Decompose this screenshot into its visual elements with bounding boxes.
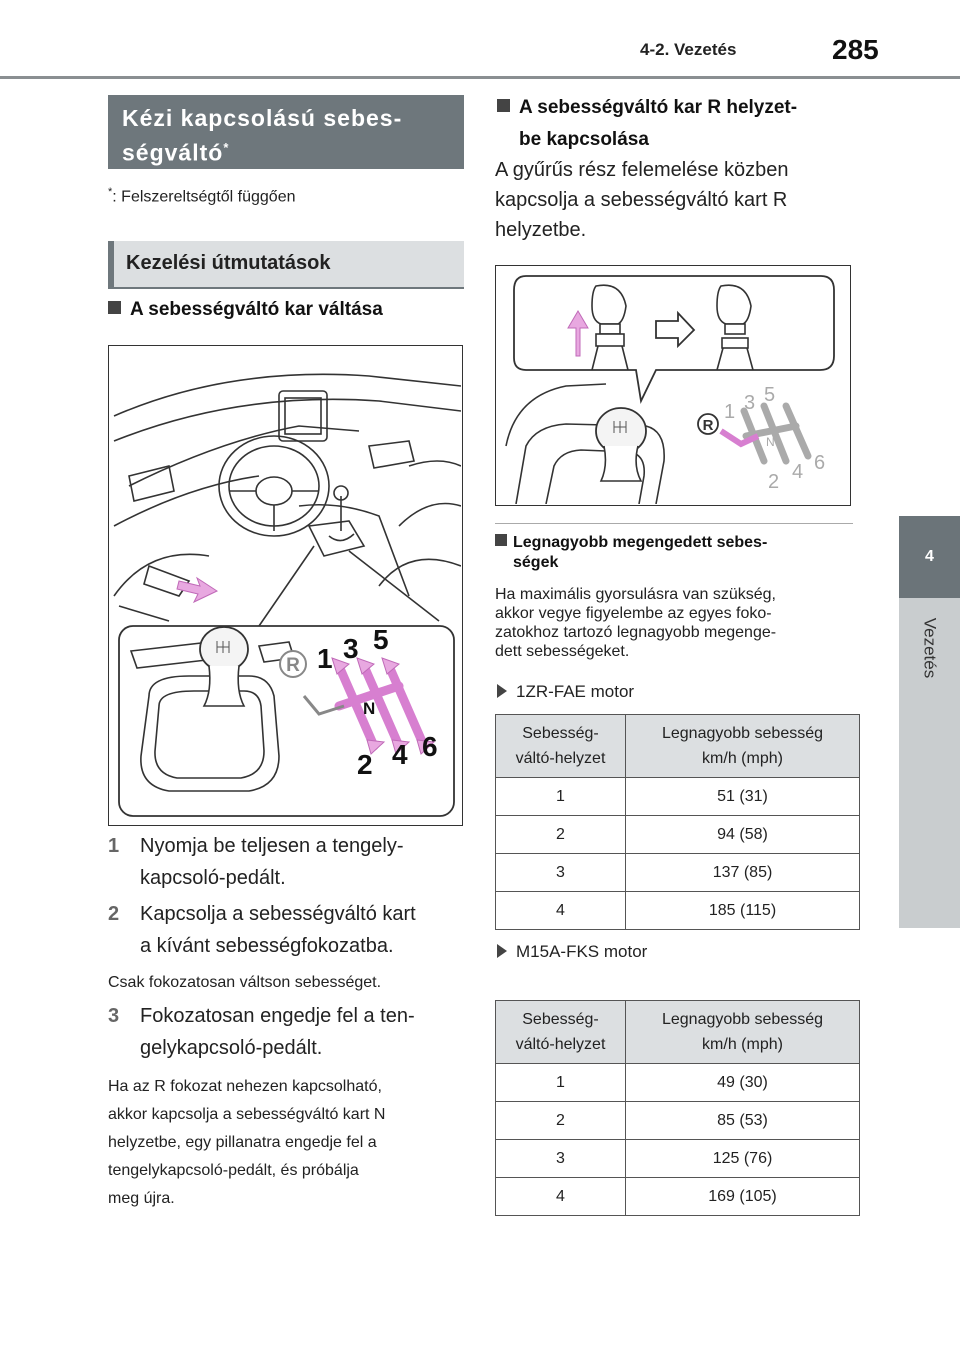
bullet-heading-shift	[108, 299, 383, 321]
header-text: váltó-helyzet	[515, 750, 606, 767]
square-bullet-icon	[108, 301, 121, 314]
step-2-line2: a kívánt sebességfokozatba.	[140, 935, 394, 957]
subheading-rule	[108, 287, 464, 289]
reverse-heading-line2: be kapcsolása	[519, 129, 649, 150]
table-row	[496, 854, 860, 892]
shift-lever-illustration	[108, 345, 463, 826]
speed-cell: 85 (53)	[626, 1102, 860, 1140]
speed-cell: 51 (31)	[626, 778, 860, 816]
section-heading-box	[108, 95, 464, 169]
engine-name: M15A-FKS motor	[516, 942, 648, 961]
speed-table-m15a	[495, 1000, 860, 1216]
speed-cell: 137 (85)	[626, 854, 860, 892]
chapter-tab[interactable]: 4	[899, 516, 960, 598]
step-1-line1: Nyomja be teljesen a tengely-	[140, 835, 404, 857]
reverse-heading-line1: A sebességváltó kar R helyzet-	[519, 97, 798, 118]
note-line: helyzetbe, egy pillanatra engedje fel a	[108, 1134, 377, 1151]
bullet-heading-shift-text: A sebességváltó kar váltása	[130, 299, 383, 320]
reverse-shift-illustration	[495, 265, 851, 506]
triangle-bullet-icon	[497, 944, 507, 958]
speed-table-1zr	[495, 714, 860, 930]
table-header-row	[496, 715, 860, 778]
gear-label-6: 6	[422, 731, 438, 762]
table-row	[496, 816, 860, 854]
reverse-ring-drawing	[496, 266, 849, 504]
reverse-line: A gyűrűs rész felemelése közben	[495, 159, 789, 181]
reverse-gear-label-3: 3	[744, 392, 756, 414]
reverse-gear-label-4: 4	[792, 461, 804, 483]
max-speed-heading	[495, 533, 855, 573]
gear-label-4: 4	[392, 739, 408, 770]
note-line: tengelykapcsoló-pedált, és próbálja	[108, 1162, 359, 1179]
gear-label-r: R	[286, 655, 300, 676]
max-speed-heading-line1: Legnagyobb megengedett sebes-	[513, 534, 768, 551]
bullet-heading-reverse	[497, 92, 797, 156]
step-2-line1: Kapcsolja a sebességváltó kart	[140, 903, 416, 925]
table-row	[496, 1064, 860, 1102]
gear-cell: 4	[496, 1178, 626, 1216]
speed-cell: 169 (105)	[626, 1178, 860, 1216]
header-text: Legnagyobb sebesség	[661, 725, 824, 742]
gear-cell: 2	[496, 816, 626, 854]
dashboard-shifter-drawing	[109, 346, 461, 824]
gear-label-n: N	[363, 699, 376, 718]
note-line: meg újra.	[108, 1190, 175, 1207]
gear-cell: 3	[496, 854, 626, 892]
table-row	[496, 892, 860, 930]
header-text: Sebesség-	[522, 725, 599, 742]
engine-name: 1ZR-FAE motor	[516, 682, 635, 701]
max-speed-line: dett sebességeket.	[495, 643, 630, 660]
reverse-gear-label-1: 1	[724, 401, 736, 423]
footnote-mark: *	[108, 186, 113, 198]
engine-label-m15a	[497, 942, 647, 962]
max-speed-heading-line2: ségek	[513, 554, 559, 571]
speed-cell: 185 (115)	[626, 892, 860, 930]
chapter-label-text: Vezetés	[920, 617, 940, 679]
col-gear-header	[496, 715, 626, 778]
header-text: Legnagyobb sebesség	[661, 1011, 824, 1028]
col-speed-header	[626, 715, 860, 778]
step-2-number: 2	[108, 903, 120, 925]
table-row	[496, 778, 860, 816]
reverse-gear-label-2: 2	[768, 471, 780, 493]
header-text: váltó-helyzet	[515, 1036, 606, 1053]
gear-cell: 4	[496, 892, 626, 930]
section-title: 4-2. Vezetés	[640, 40, 737, 59]
step-1-number: 1	[108, 835, 120, 857]
engine-label-1zr	[497, 682, 634, 702]
gear-label-3: 3	[343, 633, 359, 664]
shift-note: Csak fokozatosan váltson sebességet.	[108, 974, 382, 991]
table-row	[496, 1178, 860, 1216]
chapter-label	[899, 598, 960, 698]
square-bullet-icon	[495, 534, 507, 546]
note-line: Ha az R fokozat nehezen kapcsolható,	[108, 1078, 382, 1095]
reverse-gear-label-r: R	[702, 417, 714, 434]
reverse-gear-label-5: 5	[764, 384, 776, 406]
table-header-row	[496, 1001, 860, 1064]
header-text: km/h (mph)	[702, 1036, 783, 1053]
step-3-line2: gelykapcsoló-pedált.	[140, 1037, 323, 1059]
header-text: Sebesség-	[522, 1011, 599, 1028]
speed-cell: 49 (30)	[626, 1064, 860, 1102]
gear-cell: 2	[496, 1102, 626, 1140]
square-bullet-icon	[497, 99, 510, 112]
footnote	[108, 186, 296, 206]
max-speed-line: akkor vegye figyelembe az egyes foko-	[495, 605, 772, 622]
speed-cell: 94 (58)	[626, 816, 860, 854]
note-line: akkor kapcsolja a sebességváltó kart N	[108, 1106, 386, 1123]
table-row	[496, 1102, 860, 1140]
step-3	[108, 1000, 468, 1064]
col-gear-header	[496, 1001, 626, 1064]
step-2	[108, 898, 468, 962]
reverse-line: helyzetbe.	[495, 219, 587, 241]
header-text: km/h (mph)	[702, 750, 783, 767]
section-divider	[495, 523, 853, 524]
reverse-gear-label-6: 6	[814, 452, 826, 474]
step-3-line1: Fokozatosan engedje fel a ten-	[140, 1005, 415, 1027]
step-1	[108, 830, 468, 894]
gear-cell: 1	[496, 1064, 626, 1102]
section-heading-word: ségváltó	[122, 139, 224, 166]
gear-cell: 1	[496, 778, 626, 816]
table-row	[496, 1140, 860, 1178]
header-rule	[0, 76, 960, 79]
footnote-text: : Felszereltségtől függően	[112, 188, 296, 206]
step-3-number: 3	[108, 1005, 120, 1027]
section-heading-line2	[122, 133, 464, 168]
max-speed-line: Ha maximális gyorsulásra van szükség,	[495, 586, 776, 603]
page-number: 285	[832, 34, 879, 65]
step-1-line2: kapcsoló-pedált.	[140, 867, 286, 889]
gear-label-5: 5	[373, 624, 389, 655]
reverse-gear-label-n: N	[766, 435, 775, 449]
subheading: Kezelési útmutatások	[108, 241, 464, 287]
section-heading-line1: Kézi kapcsolású sebes-	[122, 105, 403, 131]
gear-label-1: 1	[317, 643, 333, 674]
max-speed-text	[495, 585, 855, 661]
reverse-difficulty-note	[108, 1073, 468, 1213]
gear-cell: 3	[496, 1140, 626, 1178]
max-speed-line: zatokhoz tartozó legnagyobb megenge-	[495, 624, 777, 641]
gear-label-2: 2	[357, 749, 373, 780]
reverse-instructions	[495, 155, 789, 245]
col-speed-header	[626, 1001, 860, 1064]
heading-footnote-mark: *	[223, 140, 230, 155]
triangle-bullet-icon	[497, 684, 507, 698]
speed-cell: 125 (76)	[626, 1140, 860, 1178]
reverse-line: kapcsolja a sebességváltó kart R	[495, 189, 788, 211]
